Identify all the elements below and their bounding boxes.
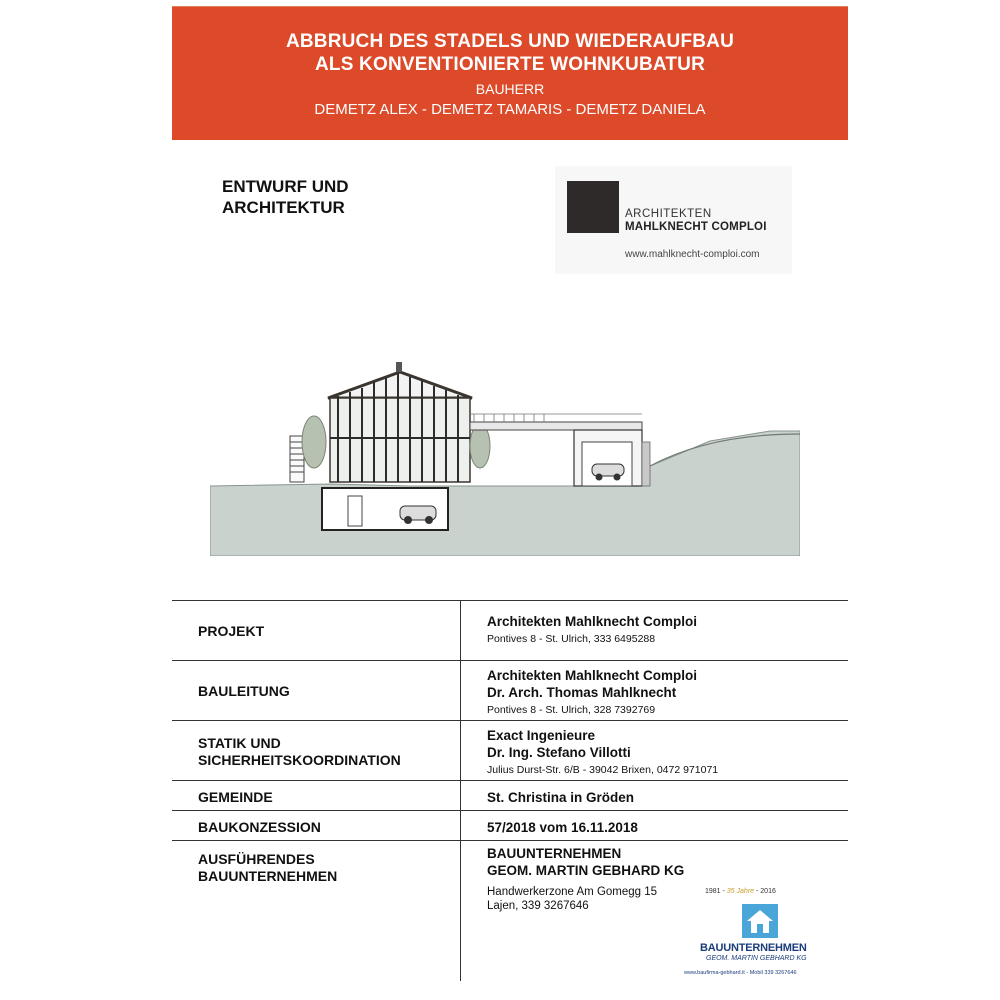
info-label — [172, 811, 461, 841]
logo-line2: MAHLKNECHT COMPLOI — [625, 221, 767, 233]
logo-line1: ARCHITEKTEN — [625, 208, 712, 220]
info-value-bold: GEOM. MARTIN GEBHARD KG — [487, 863, 685, 878]
info-value-bold: Dr. Arch. Thomas Mahlknecht — [487, 685, 677, 700]
info-value-bold: BAUUNTERNEHMEN — [487, 846, 622, 861]
contractor-name: BAUUNTERNEHMEN — [700, 942, 807, 954]
info-label-line: STATIK UND — [198, 735, 281, 751]
info-row — [172, 661, 848, 721]
building-elevation-drawing — [210, 346, 800, 556]
contractor-sub: GEOM. MARTIN GEBHARD KG — [706, 955, 807, 962]
info-value-detail: Lajen, 339 3267646 — [487, 900, 589, 912]
house-icon — [742, 904, 778, 938]
project-title-line1: ABBRUCH DES STADELS UND WIEDERAUFBAU — [285, 31, 735, 52]
info-value — [461, 721, 849, 781]
info-label-line: SICHERHEITSKOORDINATION — [198, 752, 401, 768]
contractor-year-start: 1981 - — [705, 888, 725, 895]
info-label-line: BAUKONZESSION — [198, 819, 321, 835]
info-label-line: GEMEINDE — [198, 789, 273, 805]
info-value-bold: 57/2018 vom 16.11.2018 — [487, 820, 638, 835]
design-heading-line2: ARCHITEKTUR — [222, 198, 345, 217]
design-heading-line1: ENTWURF UND — [222, 177, 349, 196]
info-label-line: PROJEKT — [198, 623, 265, 639]
info-value — [461, 781, 849, 811]
info-value-detail: Handwerkerzone Am Gomegg 15 — [487, 886, 658, 898]
info-row — [172, 721, 848, 781]
title-banner — [172, 6, 848, 140]
title-sheet — [172, 6, 848, 996]
architect-logo — [555, 166, 792, 274]
contractor-years: 35 Jahre — [726, 888, 755, 895]
logo-website: www.mahlknecht-comploi.com — [625, 249, 760, 260]
info-value — [461, 661, 849, 721]
info-value-bold: Architekten Mahlknecht Comploi — [487, 668, 698, 683]
info-label-line: BAULEITUNG — [198, 683, 290, 699]
info-label — [172, 841, 461, 981]
info-value-detail: Pontives 8 - St. Ulrich, 333 6495288 — [487, 633, 656, 645]
contractor-logo — [680, 886, 840, 986]
info-label-line: BAUUNTERNEHMEN — [198, 868, 338, 884]
info-label — [172, 781, 461, 811]
client-names: DEMETZ ALEX - DEMETZ TAMARIS - DEMETZ DANIELA — [314, 101, 706, 118]
info-row — [172, 811, 848, 841]
logo-square-icon — [567, 181, 619, 233]
info-row — [172, 781, 848, 811]
info-value — [461, 601, 849, 661]
project-title-line2: ALS KONVENTIONIERTE WOHNKUBATUR — [314, 54, 706, 75]
info-value-detail: Julius Durst-Str. 6/B - 39042 Brixen, 0472 971071 — [487, 764, 719, 776]
info-value-detail: Pontives 8 - St. Ulrich, 328 7392769 — [487, 704, 656, 716]
info-value — [461, 811, 849, 841]
design-heading — [222, 176, 349, 218]
info-value-bold: St. Christina in Gröden — [487, 790, 635, 805]
info-value-bold: Exact Ingenieure — [487, 728, 596, 743]
contractor-anniversary — [705, 888, 776, 895]
contractor-year-end: - 2016 — [756, 888, 776, 895]
contractor-footer: www.baufirma-gebhard.it - Mobil 339 3267646 — [684, 970, 797, 976]
info-label — [172, 661, 461, 721]
info-value-bold: Dr. Ing. Stefano Villotti — [487, 745, 631, 760]
info-label-line: AUSFÜHRENDES — [198, 851, 315, 867]
info-value-bold: Architekten Mahlknecht Comploi — [487, 614, 698, 629]
info-row — [172, 601, 848, 661]
info-label — [172, 601, 461, 661]
client-label: BAUHERR — [475, 81, 545, 97]
info-label — [172, 721, 461, 781]
